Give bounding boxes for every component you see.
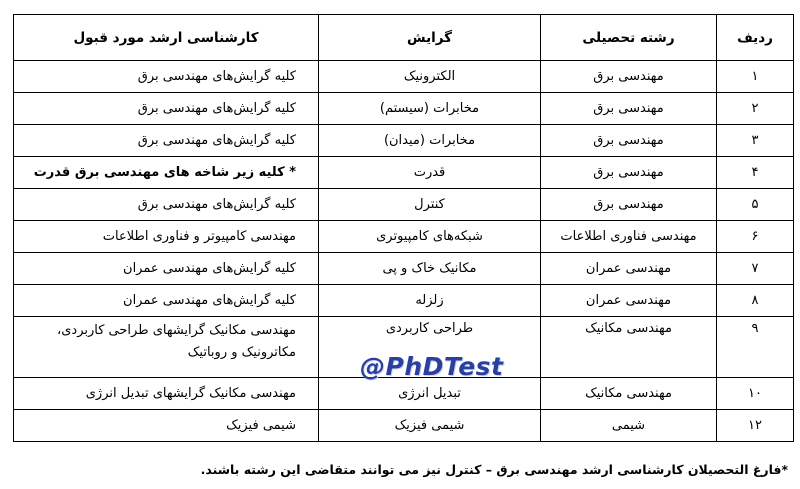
row-field: مهندسی برق — [541, 189, 717, 221]
table-row — [14, 221, 794, 253]
row-accepted-masters: مهندسی کامپیوتر و فناوری اطلاعات — [14, 221, 319, 253]
table-row — [14, 93, 794, 125]
row-accepted-masters: شیمی فیزیک — [14, 410, 319, 442]
table-row — [14, 125, 794, 157]
table-row — [14, 410, 794, 442]
row-field: شیمی — [541, 410, 717, 442]
row-specialization: تبدیل انرژی — [319, 378, 541, 410]
row-number: ۵ — [717, 189, 794, 221]
row-number: ۹ — [717, 317, 794, 378]
watermark-text: @PhDTest — [360, 352, 504, 381]
row-number: ۱۰ — [717, 378, 794, 410]
row-accepted-masters: کلیه گرایش‌های مهندسی عمران — [14, 253, 319, 285]
row-accepted-masters: کلیه گرایش‌های مهندسی برق — [14, 189, 319, 221]
row-specialization: زلزله — [319, 285, 541, 317]
row-specialization: طراحی کاربردی — [319, 317, 541, 378]
row-accepted-masters: کلیه گرایش‌های مهندسی برق — [14, 125, 319, 157]
row-specialization: مخابرات (سیستم) — [319, 93, 541, 125]
row-field: مهندسی مکانیک — [541, 317, 717, 378]
table-row — [14, 285, 794, 317]
row-specialization: مخابرات (میدان) — [319, 125, 541, 157]
row-field: مهندسی برق — [541, 61, 717, 93]
row-field: مهندسی برق — [541, 157, 717, 189]
row-field: مهندسی فناوری اطلاعات — [541, 221, 717, 253]
row-accepted-masters: کلیه گرایش‌های مهندسی برق — [14, 61, 319, 93]
row-number: ۶ — [717, 221, 794, 253]
row-specialization: کنترل — [319, 189, 541, 221]
row-specialization: قدرت — [319, 157, 541, 189]
row-specialization: الکترونیک — [319, 61, 541, 93]
row-number: ۸ — [717, 285, 794, 317]
table-row — [14, 189, 794, 221]
row-accepted-masters: کلیه گرایش‌های مهندسی برق — [14, 93, 319, 125]
row-specialization: مکانیک خاک و پی — [319, 253, 541, 285]
row-number: ۲ — [717, 93, 794, 125]
row-accepted-masters: * کلیه زیر شاخه های مهندسی برق قدرت — [14, 157, 319, 189]
row-field: مهندسی مکانیک — [541, 378, 717, 410]
table-row — [14, 378, 794, 410]
row-field: مهندسی برق — [541, 93, 717, 125]
row-number: ۴ — [717, 157, 794, 189]
header-field: رشته تحصیلی — [541, 15, 717, 61]
table-row — [14, 253, 794, 285]
footnote: *فارغ التحصیلان کارشناسی ارشد مهندسی برق – کنترل نیز می توانند متقاضی این رشته باشند. — [200, 462, 788, 477]
row-accepted-masters: کلیه گرایش‌های مهندسی عمران — [14, 285, 319, 317]
row-specialization: شبکه‌های کامپیوتری — [319, 221, 541, 253]
row-field: مهندسی عمران — [541, 285, 717, 317]
header-specialization: گرایش — [319, 15, 541, 61]
row-number: ۱ — [717, 61, 794, 93]
row-field: مهندسی عمران — [541, 253, 717, 285]
row-number: ۷ — [717, 253, 794, 285]
row-field: مهندسی برق — [541, 125, 717, 157]
row-specialization: شیمی فیزیک — [319, 410, 541, 442]
table-row — [14, 61, 794, 93]
table-row — [14, 157, 794, 189]
row-number: ۱۲ — [717, 410, 794, 442]
row-number: ۳ — [717, 125, 794, 157]
row-accepted-masters: مهندسی مکانیک گرایشهای تبدیل انرژی — [14, 378, 319, 410]
header-row-number: ردیف — [717, 15, 794, 61]
row-accepted-masters: مهندسی مکانیک گرایشهای طراحی کاربردی، مکاترونیک و روباتیک — [14, 317, 319, 378]
header-accepted-masters: کارشناسی ارشد مورد قبول — [14, 15, 319, 61]
